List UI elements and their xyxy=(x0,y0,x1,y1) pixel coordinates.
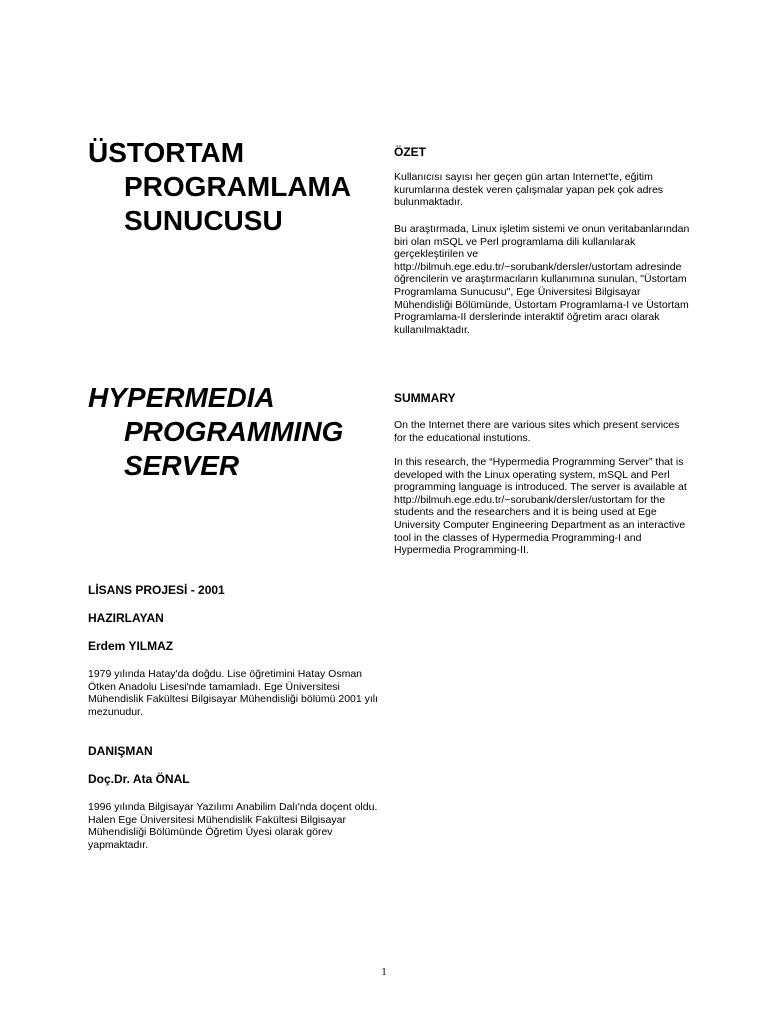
title-turkish-line-1: ÜSTORTAM xyxy=(88,137,245,168)
title-turkish-line-2: PROGRAMLAMA xyxy=(124,171,352,202)
summary-paragraph-2: In this research, the “Hypermedia Programming Server” that is developed with the Linux operating system, mSQL and Perl programming language is introduced. The server is available at http://bilmuh.ege.edu.tr/~sorubank/dersler/ustortam for the students and the researchers and it is being used at Ege University Computer Engineering Department as an interactive tool in the classes of Hypermedia Programming-I and Hypermedia Programming-II. xyxy=(394,456,687,557)
ozet-paragraph-2: Bu araştırmada, Linux işletim sistemi ve onun veritabanlarından biri olan mSQL ve Perl programlama dili kullanılarak gerçekleştirilen ve http://bilmuh.ege.edu.tr/~sorubank/dersler/ustortam adresinde öğrencilerin ve araştırmacıların kullanımına sunulan, "Üstortam Programlama Sunucusu", Ege Üniversitesi Bilgisayar Mühendisliği Bölümünde, Üstortam Programlama-I ve Üstortam Programlama-II derslerinde interaktif öğretim aracı olarak kullanılmaktadır. xyxy=(394,223,690,336)
title-english-line-1: HYPERMEDIA xyxy=(88,382,275,413)
summary-heading: SUMMARY xyxy=(394,391,456,405)
prepared-by-label: HAZIRLAYAN xyxy=(88,611,164,625)
page-number: 1 xyxy=(381,966,387,978)
advisor-bio: 1996 yılında Bilgisayar Yazılımı Anabilim Dalı'nda doçent oldu. Halen Ege Üniversitesi Mühendislik Fakültesi Bilgisayar Mühendisliği Bölümünde Öğretim Üyesi olarak görev yapmaktadır. xyxy=(88,801,378,851)
advisor-name: Doç.Dr. Ata ÖNAL xyxy=(88,772,190,786)
ozet-paragraph-1: Kullanıcısı sayısı her geçen gün artan Internet'te, eğitim kurumlarına destek veren çalışmalar yapan pek çok adres bulunmaktadır. xyxy=(394,171,664,209)
project-label: LİSANS PROJESİ - 2001 xyxy=(88,583,225,597)
title-turkish xyxy=(88,136,388,238)
advisor-label: DANIŞMAN xyxy=(88,744,153,758)
title-turkish-line-3: SUNUCUSU xyxy=(124,205,283,236)
summary-paragraph-1: On the Internet there are various sites which present services for the educational instutions. xyxy=(394,419,680,444)
title-english xyxy=(88,381,388,483)
author-name: Erdem YILMAZ xyxy=(88,639,174,653)
author-bio: 1979 yılında Hatay'da doğdu. Lise öğretimini Hatay Osman Ötken Anadolu Lisesi'nde tamamladı. Ege Üniversitesi Mühendislik Fakültesi Bilgisayar Mühendisliği bölümü 2001 yılı mezunudur. xyxy=(88,668,379,718)
title-english-line-2: PROGRAMMING xyxy=(124,416,344,447)
title-english-line-3: SERVER xyxy=(124,450,240,481)
ozet-heading: ÖZET xyxy=(394,145,426,159)
